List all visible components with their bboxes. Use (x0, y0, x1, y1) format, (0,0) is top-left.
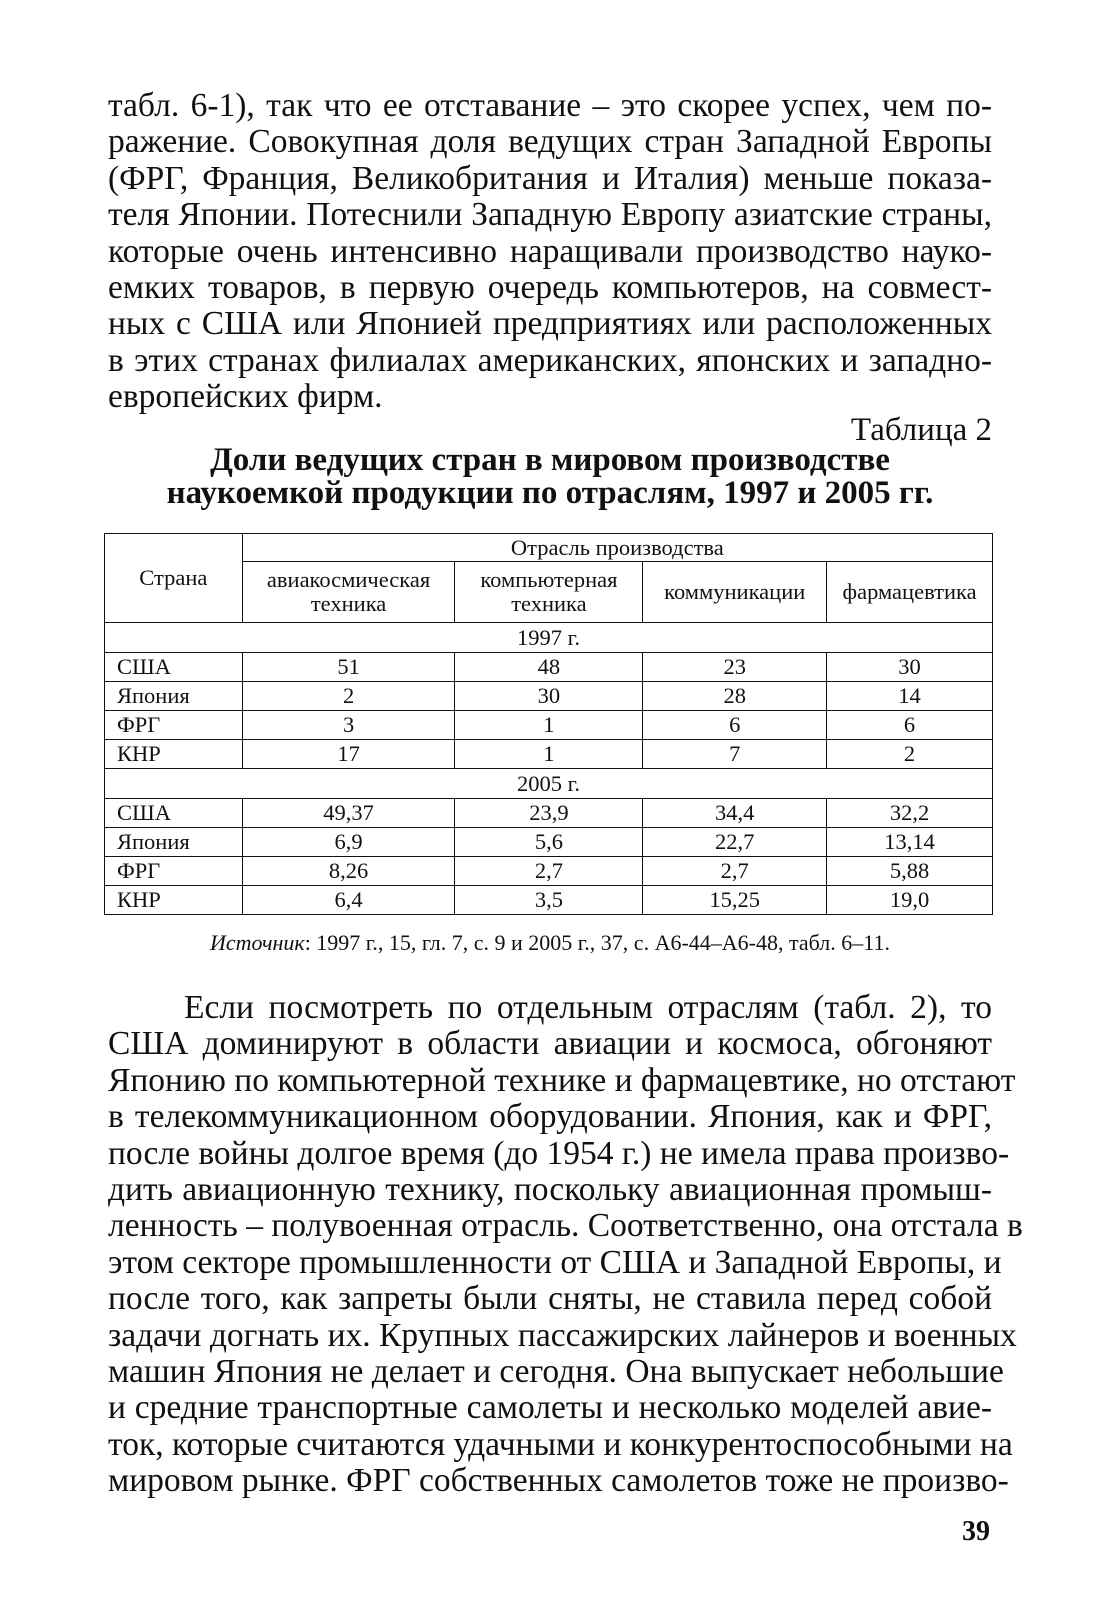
table-row (105, 886, 993, 915)
value-cell: 15,25 (643, 886, 827, 915)
table-row (105, 711, 993, 740)
value-cell: 2 (827, 740, 993, 769)
country-cell: ФРГ (105, 711, 243, 740)
data-table (104, 533, 993, 915)
text-line: после того, как запреты были сняты, не ставила перед собой (108, 1280, 992, 1318)
country-header: Страна (105, 534, 243, 623)
table-row (105, 682, 993, 711)
text-line: машин Япония не делает и сегодня. Она выпускает небольшие (108, 1353, 1004, 1391)
text-line: европейских фирм. (108, 378, 383, 416)
text-line: США доминируют в области авиации и космоса, обгоняют (108, 1025, 992, 1063)
value-cell: 32,2 (827, 799, 993, 828)
year-row: 1997 г. (105, 623, 993, 653)
table-source (108, 930, 992, 956)
source-label: Источник (210, 930, 305, 955)
table-title-line: наукоемкой продукции по отраслям, 1997 и 2005 гг. (166, 475, 934, 511)
value-cell: 5,6 (455, 828, 643, 857)
text-line: табл. 6-1), так что ее отставание – это скорее успех, чем по- (108, 87, 992, 124)
text-line: ленность – полувоенная отрасль. Соответственно, она отстала в (108, 1207, 1023, 1245)
text-line: ных с США или Японией предприятиях или расположенных (108, 305, 992, 343)
text-line: задачи догнать их. Крупных пассажирских лайнеров и военных (108, 1316, 1017, 1354)
text-line: (ФРГ, Франция, Великобритания и Италия) меньше показа- (108, 159, 992, 197)
text-line: в этих странах филиалах американских, японских и западно- (108, 341, 992, 379)
industry-group-header: Отрасль производства (242, 534, 992, 562)
text-line: Если посмотреть по отдельным отраслям (табл. 2), то (184, 989, 992, 1026)
value-cell: 34,4 (643, 799, 827, 828)
year-row: 2005 г. (105, 769, 993, 799)
table-row (105, 740, 993, 769)
value-cell: 3,5 (455, 886, 643, 915)
column-header: компьютерная техника (455, 562, 643, 623)
text-line: и средние транспортные самолеты и несколько моделей авие- (108, 1389, 992, 1427)
page-number: 39 (962, 1516, 990, 1547)
value-cell: 28 (643, 682, 827, 711)
paragraph-bottom (108, 989, 1023, 1500)
text-line: этом секторе промышленности от США и Западной Европы, и (108, 1243, 1002, 1281)
value-cell: 2,7 (643, 857, 827, 886)
value-cell: 5,88 (827, 857, 993, 886)
country-cell: Япония (105, 682, 243, 711)
value-cell: 1 (455, 711, 643, 740)
value-cell: 30 (827, 653, 993, 682)
value-cell: 8,26 (242, 857, 455, 886)
country-cell: ФРГ (105, 857, 243, 886)
value-cell: 2 (242, 682, 455, 711)
text-line: Японию по компьютерной технике и фармацевтике, но отстают (108, 1061, 1016, 1099)
value-cell: 6,9 (242, 828, 455, 857)
source-text: : 1997 г., 15, гл. 7, с. 9 и 2005 г., 37, с. А6-44–А6-48, табл. 6–11. (304, 930, 890, 955)
table-row (105, 857, 993, 886)
table-title (108, 444, 992, 510)
value-cell: 23,9 (455, 799, 643, 828)
country-cell: США (105, 799, 243, 828)
text-line: ражение. Совокупная доля ведущих стран Западной Европы (108, 123, 992, 161)
value-cell: 14 (827, 682, 993, 711)
value-cell: 19,0 (827, 886, 993, 915)
text-line: в телекоммуникационном оборудовании. Япония, как и ФРГ, (108, 1098, 992, 1136)
value-cell: 7 (643, 740, 827, 769)
value-cell: 17 (242, 740, 455, 769)
paragraph-top (108, 88, 992, 416)
text-line: дить авиационную технику, поскольку авиационная промыш- (108, 1171, 992, 1209)
value-cell: 22,7 (643, 828, 827, 857)
value-cell: 1 (455, 740, 643, 769)
value-cell: 30 (455, 682, 643, 711)
value-cell: 6 (827, 711, 993, 740)
value-cell: 23 (643, 653, 827, 682)
value-cell: 13,14 (827, 828, 993, 857)
country-cell: Япония (105, 828, 243, 857)
value-cell: 2,7 (455, 857, 643, 886)
column-header: фармацевтика (827, 562, 993, 623)
table-label: Таблица 2 (850, 412, 992, 448)
text-line: которые очень интенсивно наращивали производство науко- (108, 232, 992, 270)
text-line: ток, которые считаются удачными и конкурентоспособными на (108, 1425, 1013, 1463)
table-title-line: Доли ведущих стран в мировом производстве (210, 442, 890, 478)
value-cell: 49,37 (242, 799, 455, 828)
column-header: коммуникации (643, 562, 827, 623)
country-cell: США (105, 653, 243, 682)
text-line: после войны долгое время (до 1954 г.) не имела права произво- (108, 1134, 1010, 1172)
value-cell: 51 (242, 653, 455, 682)
value-cell: 3 (242, 711, 455, 740)
text-line: теля Японии. Потеснили Западную Европу азиатские страны, (108, 196, 992, 234)
country-cell: КНР (105, 740, 243, 769)
table-row (105, 799, 993, 828)
value-cell: 6,4 (242, 886, 455, 915)
text-line: емких товаров, в первую очередь компьютеров, на совмест- (108, 269, 992, 307)
table-row (105, 653, 993, 682)
text-line: мировом рынке. ФРГ собственных самолетов тоже не произво- (108, 1462, 1009, 1500)
column-header: авиакосмическая техника (242, 562, 455, 623)
value-cell: 48 (455, 653, 643, 682)
table-row (105, 828, 993, 857)
country-cell: КНР (105, 886, 243, 915)
value-cell: 6 (643, 711, 827, 740)
